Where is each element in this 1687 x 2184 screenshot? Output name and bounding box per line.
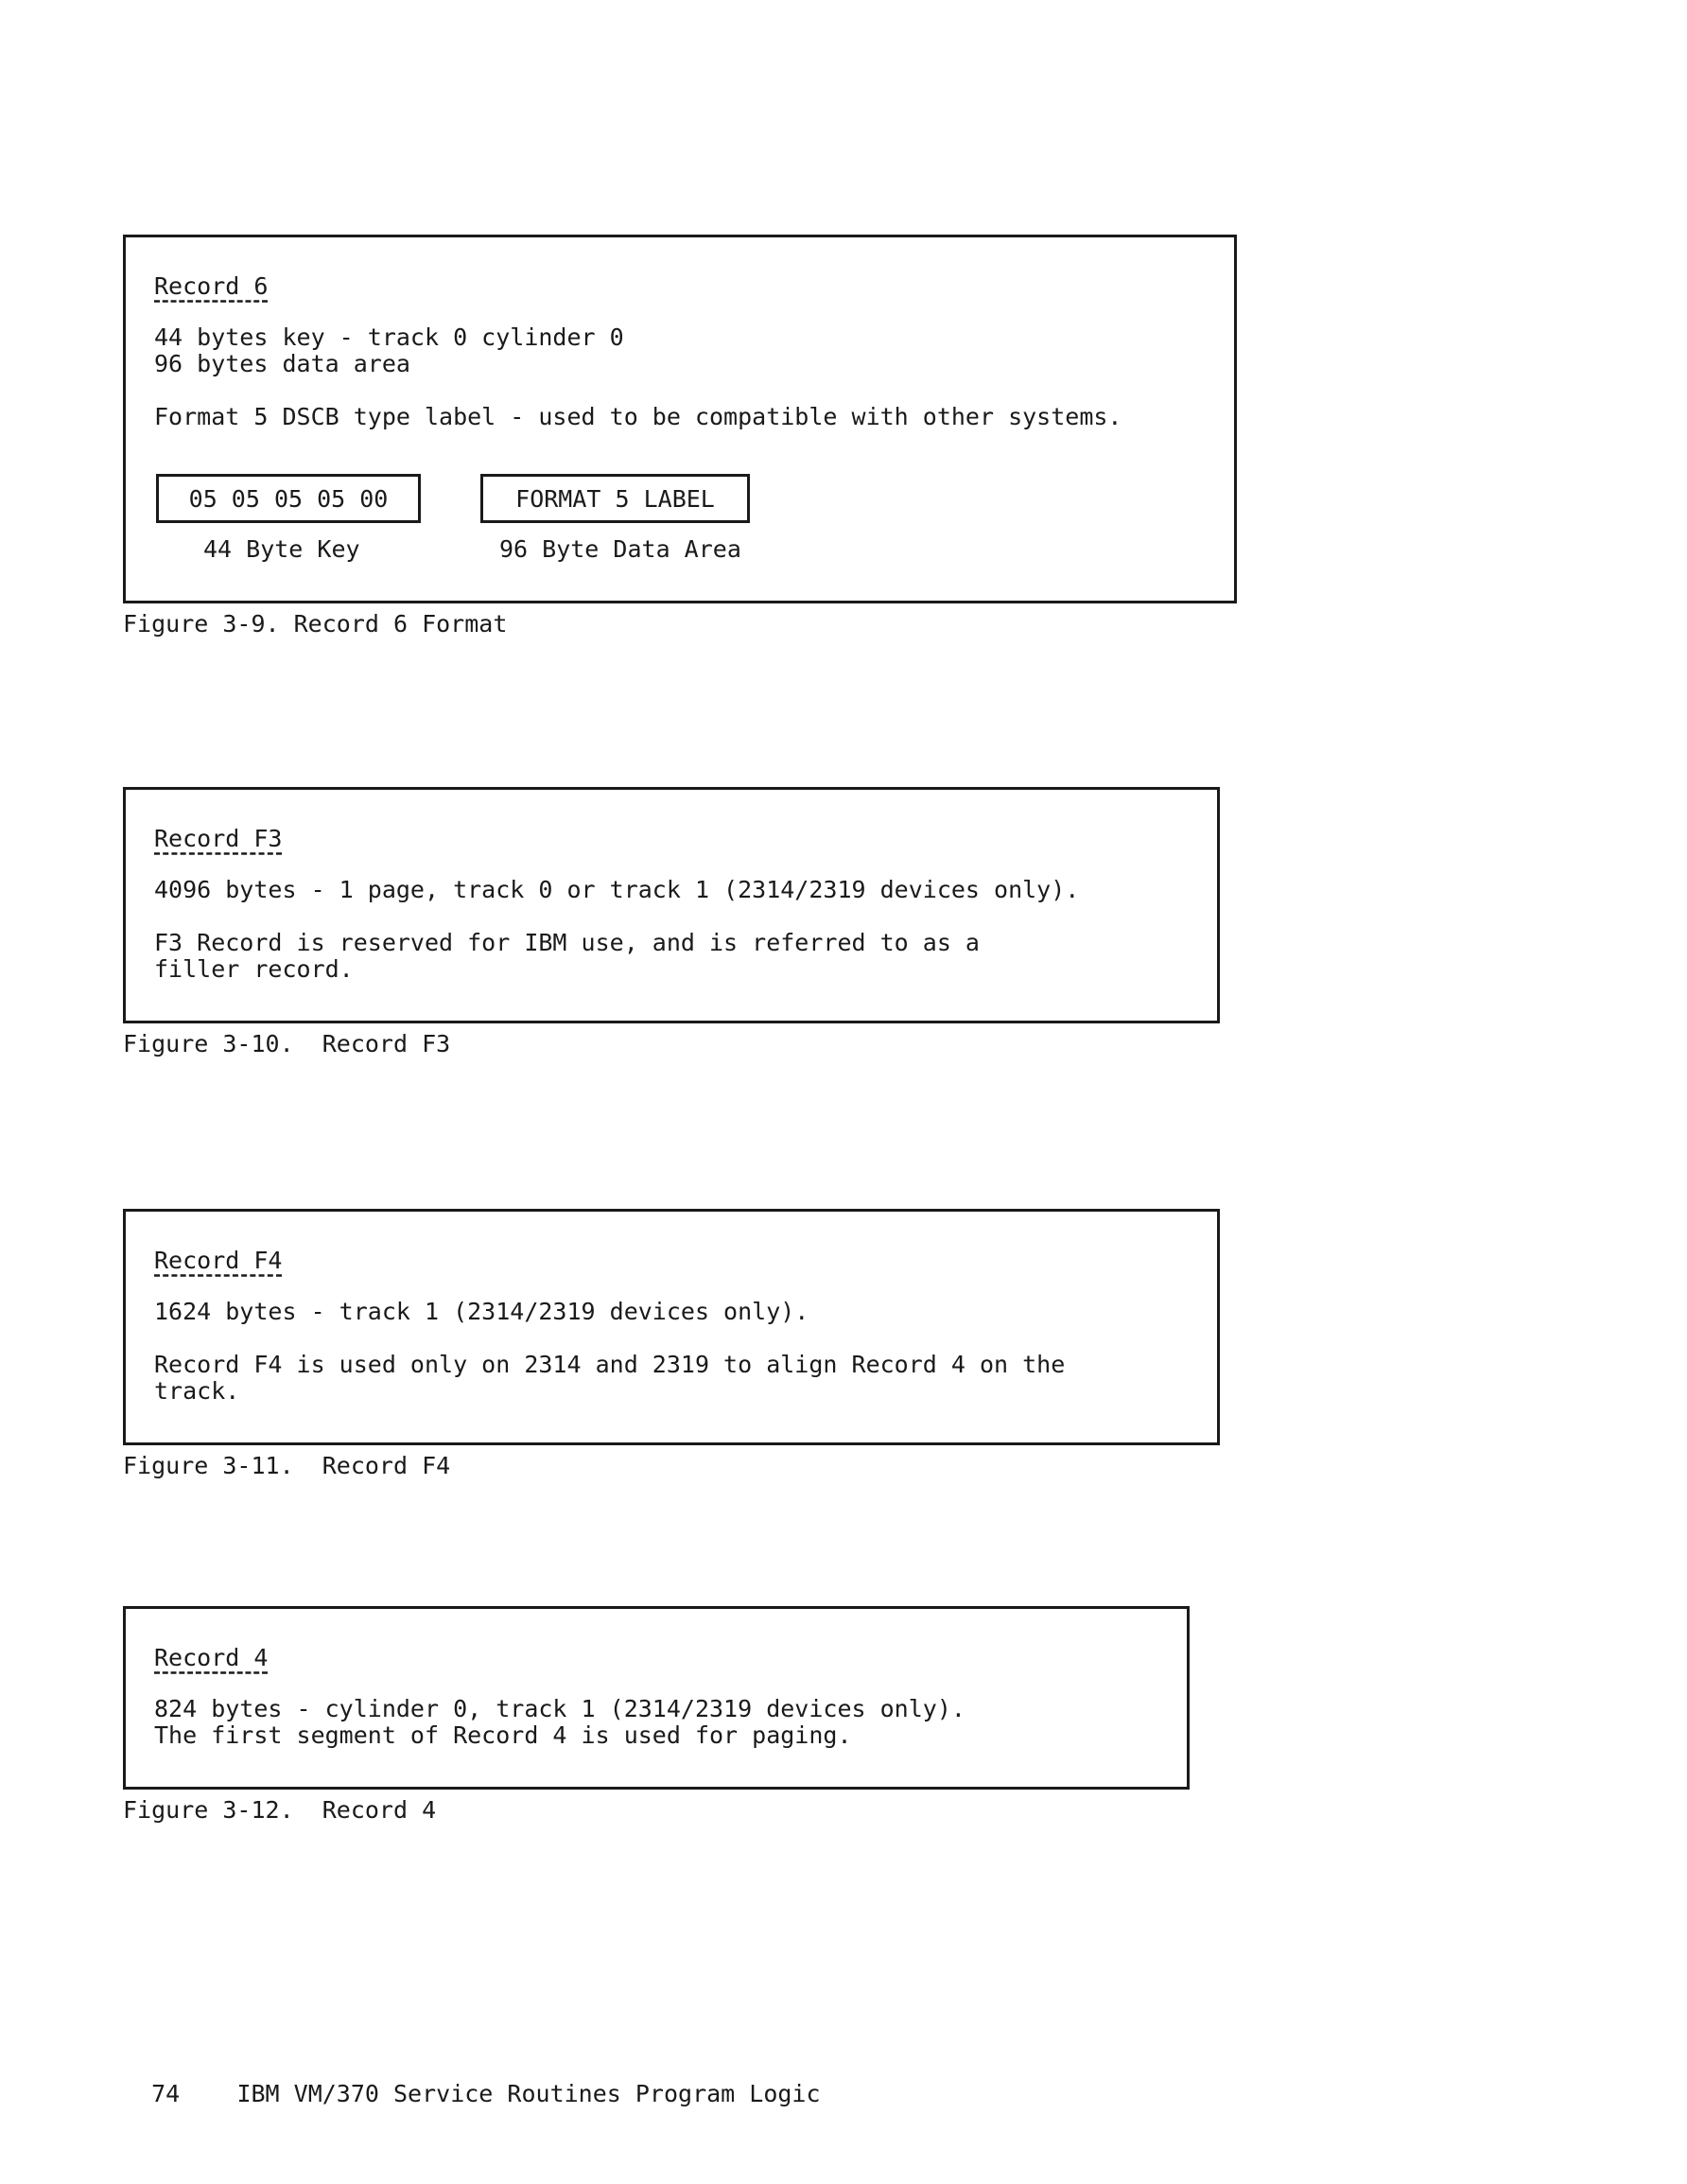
record-f4-line-3: track.: [154, 1377, 240, 1405]
record-6-box: [123, 235, 1237, 603]
record-4-title: Record 4: [154, 1644, 269, 1671]
record-6-title: Record 6: [154, 272, 269, 300]
footer-gap: [180, 2080, 236, 2107]
record-4-caption: Figure 3-12. Record 4: [123, 1796, 437, 1824]
record-f3-line-2: F3 Record is reserved for IBM use, and is referred to as a: [154, 929, 980, 956]
record-f4-line-2: Record F4 is used only on 2314 and 2319 to align Record 4 on the: [154, 1351, 1066, 1378]
data-box: FORMAT 5 LABEL: [480, 474, 750, 523]
record-4-line-1: 824 bytes - cylinder 0, track 1 (2314/2319 devices only).: [154, 1695, 965, 1722]
key-label: 44 Byte Key: [203, 535, 360, 563]
record-f3-box: [123, 787, 1220, 1023]
record-6-line-1: 44 bytes key - track 0 cylinder 0: [154, 323, 624, 351]
page-footer: [123, 2054, 821, 2107]
record-f4-title: Record F4: [154, 1247, 283, 1274]
figure-record-4: [123, 1606, 1190, 1824]
record-f4-line-1: 1624 bytes - track 1 (2314/2319 devices only).: [154, 1298, 809, 1325]
record-4-box: [123, 1606, 1190, 1790]
record-f4-caption: Figure 3-11. Record F4: [123, 1452, 451, 1479]
figure-record-f4: [123, 1209, 1220, 1479]
page-number: 74: [151, 2080, 181, 2107]
record-6-note: Format 5 DSCB type label - used to be compatible with other systems.: [154, 403, 1122, 430]
footer-title: IBM VM/370 Service Routines Program Logic: [236, 2080, 821, 2107]
record-4-line-2: The first segment of Record 4 is used for paging.: [154, 1721, 852, 1749]
key-box: 05 05 05 05 00: [156, 474, 421, 523]
figure-record-6: [123, 235, 1237, 638]
record-f4-box: [123, 1209, 1220, 1445]
record-f3-line-3: filler record.: [154, 955, 354, 983]
record-f3-title: Record F3: [154, 825, 283, 852]
record-6-line-2: 96 bytes data area: [154, 350, 410, 377]
record-f3-line-1: 4096 bytes - 1 page, track 0 or track 1 (2314/2319 devices only).: [154, 876, 1080, 903]
data-label: 96 Byte Data Area: [499, 535, 741, 563]
record-f3-caption: Figure 3-10. Record F3: [123, 1030, 451, 1057]
figure-record-f3: [123, 787, 1220, 1057]
record-6-caption: Figure 3-9. Record 6 Format: [123, 610, 508, 638]
